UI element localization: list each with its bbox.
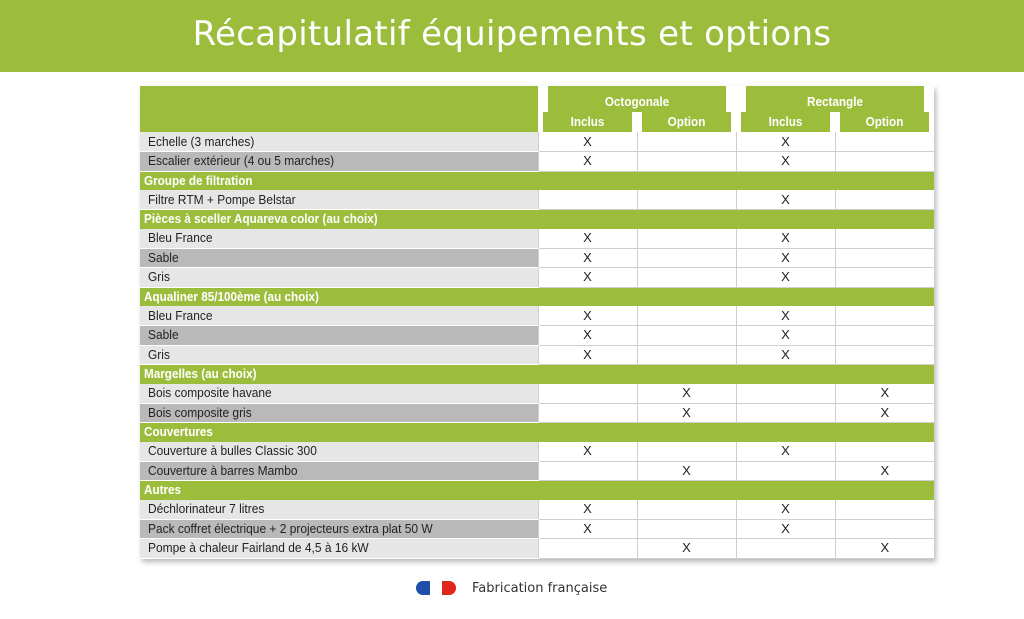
row-label-cell <box>140 519 538 539</box>
equipment-table-container <box>140 86 934 559</box>
cell-octogonale-inclus <box>538 539 637 559</box>
table-row <box>140 500 934 520</box>
cell-rectangle-inclus: X <box>736 229 835 249</box>
cell-rectangle-option: X <box>835 461 934 481</box>
cell-octogonale-option: X <box>637 461 736 481</box>
row-label: Couverture à barres Mambo <box>148 462 298 478</box>
cell-octogonale-option: X <box>637 384 736 404</box>
cell-octogonale-inclus: X <box>538 500 637 520</box>
cell-octogonale-inclus <box>538 403 637 423</box>
row-label: Bois composite havane <box>148 385 272 400</box>
row-label-cell <box>140 326 538 346</box>
row-label-cell <box>140 268 538 288</box>
table-row <box>140 248 934 268</box>
cell-octogonale-option <box>637 132 736 152</box>
cell-rectangle-option <box>835 229 934 249</box>
section-title: Autres <box>144 482 182 498</box>
cell-rectangle-inclus: X <box>736 268 835 288</box>
row-label: Gris <box>148 269 170 285</box>
row-label: Bleu France <box>148 230 213 245</box>
section-header <box>140 287 934 306</box>
table-row <box>140 268 934 288</box>
cell-rectangle-inclus: X <box>736 500 835 520</box>
row-label-cell <box>140 190 538 210</box>
row-label: Echelle (3 marches) <box>148 133 255 149</box>
title-banner <box>0 0 1024 72</box>
equipment-options-table <box>140 86 934 559</box>
table-row <box>140 345 934 365</box>
section-title-cell <box>140 287 934 306</box>
row-label: Bleu France <box>148 307 213 323</box>
cell-rectangle-inclus: X <box>736 152 835 172</box>
cell-octogonale-inclus: X <box>538 306 637 326</box>
row-label: Sable <box>148 327 179 343</box>
row-label-cell <box>140 442 538 462</box>
cell-rectangle-option: X <box>835 384 934 404</box>
cell-rectangle-option <box>835 519 934 539</box>
cell-octogonale-inclus <box>538 190 637 210</box>
row-label-cell <box>140 345 538 365</box>
table-row <box>140 403 934 423</box>
table-row <box>140 229 934 249</box>
cell-octogonale-inclus <box>538 384 637 404</box>
cell-octogonale-option <box>637 442 736 462</box>
row-label: Pack coffret électrique + 2 projecteurs extra plat 50 W <box>148 520 433 536</box>
row-label: Filtre RTM + Pompe Belstar <box>148 191 296 207</box>
cell-rectangle-option <box>835 500 934 520</box>
cell-octogonale-option <box>637 268 736 288</box>
cell-octogonale-inclus: X <box>538 345 637 365</box>
row-label: Sable <box>148 249 179 265</box>
section-title-cell <box>140 365 934 384</box>
section-title-cell <box>140 210 934 229</box>
cell-octogonale-option: X <box>637 539 736 559</box>
cell-octogonale-option <box>637 306 736 326</box>
page-title: Récapitulatif équipements et options <box>192 14 832 54</box>
cell-rectangle-inclus: X <box>736 132 835 152</box>
section-header <box>140 481 934 500</box>
cell-rectangle-inclus: X <box>736 306 835 326</box>
section-title-cell <box>140 481 934 500</box>
table-row <box>140 326 934 346</box>
header-octogonale-inclus: Inclus <box>543 112 632 132</box>
row-label: Déchlorinateur 7 litres <box>148 501 265 516</box>
cell-rectangle-option <box>835 248 934 268</box>
cell-rectangle-option <box>835 345 934 365</box>
table-row <box>140 519 934 539</box>
cell-rectangle-option <box>835 326 934 346</box>
footer <box>416 578 607 598</box>
header-octogonale: Octogonale <box>548 86 726 112</box>
cell-octogonale-option <box>637 519 736 539</box>
table-row <box>140 539 934 559</box>
table-row <box>140 190 934 210</box>
cell-rectangle-inclus: X <box>736 442 835 462</box>
section-title-cell <box>140 423 934 442</box>
row-label: Escalier extérieur (4 ou 5 marches) <box>148 153 335 169</box>
cell-octogonale-inclus: X <box>538 326 637 346</box>
flag-blue-half <box>416 581 430 595</box>
cell-octogonale-option: X <box>637 403 736 423</box>
cell-octogonale-option <box>637 345 736 365</box>
row-label-cell <box>140 500 538 520</box>
cell-octogonale-inclus: X <box>538 132 637 152</box>
row-label: Couverture à bulles Classic 300 <box>148 443 317 458</box>
cell-octogonale-option <box>637 326 736 346</box>
table-row <box>140 132 934 152</box>
table-row <box>140 152 934 172</box>
header-blank <box>140 86 538 112</box>
table-row <box>140 384 934 404</box>
row-label-cell <box>140 539 538 559</box>
section-title: Groupe de filtration <box>144 172 253 188</box>
row-label-cell <box>140 132 538 152</box>
cell-octogonale-option <box>637 229 736 249</box>
cell-rectangle-option <box>835 268 934 288</box>
row-label-cell <box>140 229 538 249</box>
section-header <box>140 171 934 190</box>
cell-rectangle-inclus: X <box>736 248 835 268</box>
header-rectangle-option: Option <box>840 112 929 132</box>
cell-octogonale-inclus: X <box>538 248 637 268</box>
cell-octogonale-inclus: X <box>538 229 637 249</box>
cell-octogonale-inclus: X <box>538 152 637 172</box>
flag-red-half <box>442 581 456 595</box>
section-header <box>140 210 934 229</box>
cell-rectangle-option <box>835 190 934 210</box>
cell-rectangle-option <box>835 152 934 172</box>
section-title: Pièces à sceller Aquareva color (au choix) <box>144 211 378 227</box>
cell-rectangle-inclus: X <box>736 345 835 365</box>
header-octogonale-option: Option <box>642 112 731 132</box>
cell-rectangle-option <box>835 442 934 462</box>
header-rectangle: Rectangle <box>746 86 924 112</box>
cell-octogonale-inclus: X <box>538 519 637 539</box>
cell-octogonale-inclus: X <box>538 268 637 288</box>
cell-rectangle-inclus: X <box>736 519 835 539</box>
cell-rectangle-inclus: X <box>736 190 835 210</box>
row-label: Gris <box>148 346 170 362</box>
row-label-cell <box>140 403 538 423</box>
table-header-subcolumns <box>140 112 934 132</box>
cell-rectangle-option <box>835 306 934 326</box>
table-row <box>140 442 934 462</box>
cell-rectangle-inclus <box>736 461 835 481</box>
row-label-cell <box>140 306 538 326</box>
cell-octogonale-option <box>637 248 736 268</box>
row-label-cell <box>140 248 538 268</box>
section-title: Aqualiner 85/100ème (au choix) <box>144 288 319 304</box>
cell-rectangle-option: X <box>835 403 934 423</box>
header-rectangle-inclus: Inclus <box>741 112 830 132</box>
row-label: Pompe à chaleur Fairland de 4,5 à 16 kW <box>148 540 369 556</box>
section-title: Margelles (au choix) <box>144 366 257 382</box>
cell-rectangle-option: X <box>835 539 934 559</box>
cell-octogonale-option <box>637 500 736 520</box>
french-flag-icon <box>416 579 458 597</box>
row-label: Bois composite gris <box>148 404 252 420</box>
cell-rectangle-inclus <box>736 384 835 404</box>
cell-rectangle-inclus: X <box>736 326 835 346</box>
row-label-cell <box>140 152 538 172</box>
cell-rectangle-inclus <box>736 539 835 559</box>
table-header-groups <box>140 86 934 112</box>
cell-octogonale-option <box>637 152 736 172</box>
table-row <box>140 306 934 326</box>
cell-rectangle-option <box>835 132 934 152</box>
table-body <box>140 132 934 558</box>
cell-octogonale-inclus <box>538 461 637 481</box>
section-header <box>140 423 934 442</box>
cell-octogonale-option <box>637 190 736 210</box>
section-title: Couvertures <box>144 424 213 440</box>
table-row <box>140 461 934 481</box>
section-header <box>140 365 934 384</box>
footer-text: Fabrication française <box>472 580 608 596</box>
cell-rectangle-inclus <box>736 403 835 423</box>
header-blank-sub <box>140 112 538 132</box>
section-title-cell <box>140 171 934 190</box>
row-label-cell <box>140 384 538 404</box>
row-label-cell <box>140 461 538 481</box>
cell-octogonale-inclus: X <box>538 442 637 462</box>
